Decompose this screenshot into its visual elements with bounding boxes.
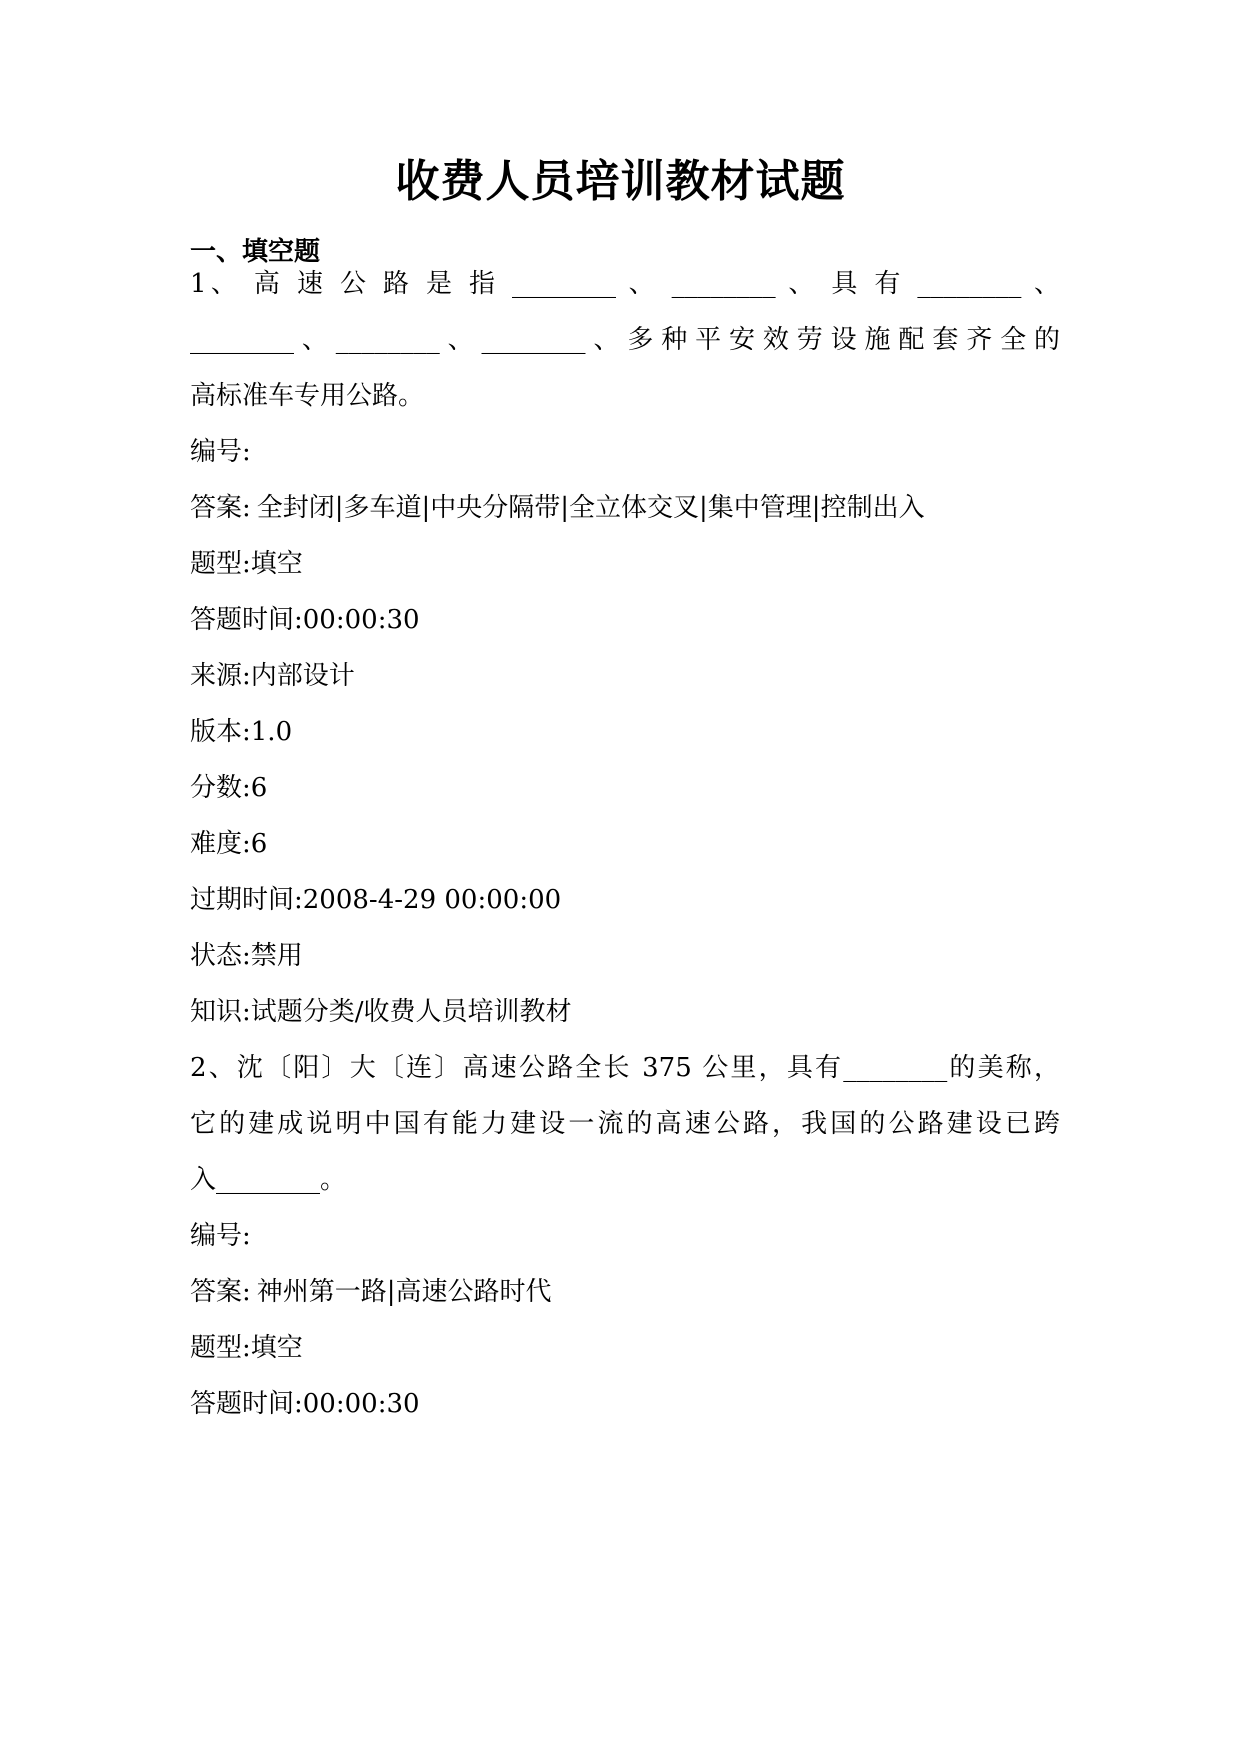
q1-status: 状态:禁用 (190, 941, 303, 971)
q1-id-label: 编号: (190, 437, 251, 467)
q1-answer-value: 全封闭|多车道|中央分隔带|全立体交叉|集中管理|控制出入 (256, 493, 925, 523)
q1-type: 题型:填空 (190, 549, 303, 579)
q2-text-line-1: 2、沈〔阳〕大〔连〕高速公路全长 375 公里，具有________的美称， (190, 1053, 1060, 1083)
q1-time: 答题时间:00:00:30 (190, 605, 420, 635)
q1-text-line-3: 高标准车专用公路。 (190, 381, 425, 411)
q2-answer (190, 1274, 1060, 1310)
q1-difficulty: 难度:6 (190, 829, 268, 859)
q1-text-line-2: ________、________、________、多种平安效劳设施配套齐全的 (190, 325, 1060, 355)
q1-score: 分数:6 (190, 773, 268, 803)
q2-time: 答题时间:00:00:30 (190, 1389, 420, 1419)
q1-source: 来源:内部设计 (190, 661, 355, 691)
q1-version: 版本:1.0 (190, 717, 293, 747)
q2-answer-value: 神州第一路|高速公路时代 (256, 1277, 552, 1307)
section-heading: 一、填空题 (190, 237, 321, 267)
q2-answer-label: 答案: (190, 1277, 251, 1307)
q1-expiry: 过期时间:2008-4-29 00:00:00 (190, 885, 562, 915)
q1-answer-label: 答案: (190, 493, 251, 523)
document-title: 收费人员培训教材试题 (395, 156, 846, 207)
q1-knowledge: 知识:试题分类/收费人员培训教材 (190, 997, 572, 1027)
q2-text-line-2: 它的建成说明中国有能力建设一流的高速公路，我国的公路建设已跨 (190, 1109, 1060, 1139)
q2-type: 题型:填空 (190, 1333, 303, 1363)
q1-answer (190, 490, 1060, 526)
q1-text-line-1: 1、 高 速 公 路 是 指 ________ 、 ________ 、 具 有 ________ 、 (190, 269, 1060, 299)
q2-id-label: 编号: (190, 1221, 251, 1251)
q2-text-line-3: 入________。 (190, 1165, 347, 1195)
